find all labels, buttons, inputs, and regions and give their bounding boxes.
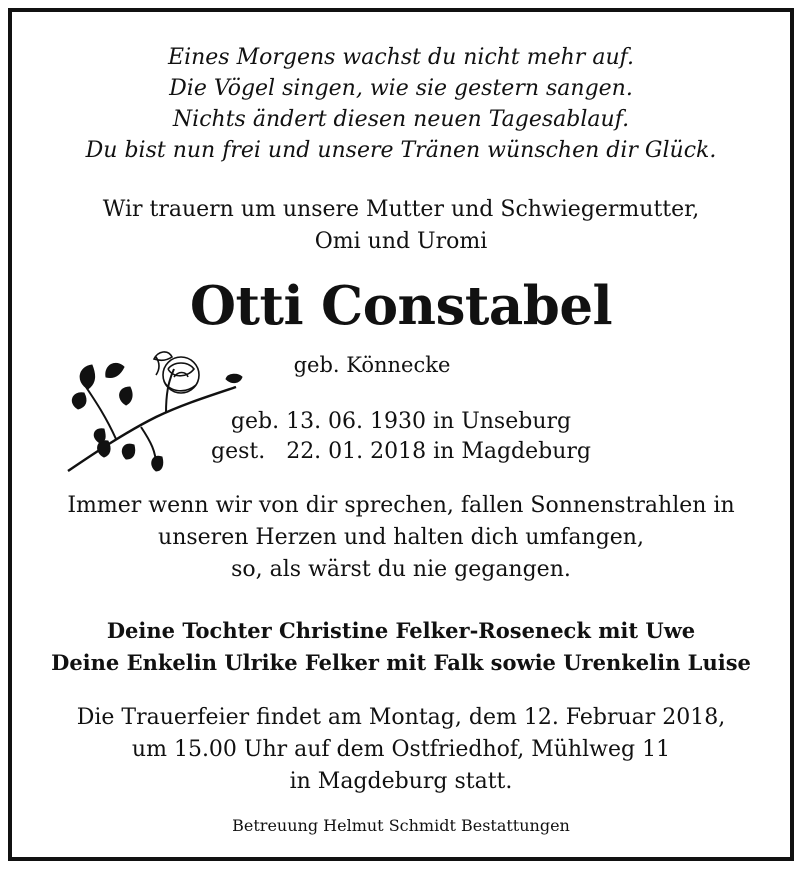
poem-line: Eines Morgens wachst du nicht mehr auf. (168, 45, 634, 70)
poem-line: Du bist nun frei und unsere Tränen wünschen dir Glück. (85, 138, 717, 163)
mourner-line: Deine Tochter Christine Felker-Roseneck mit Uwe (106, 618, 696, 643)
memorial-verse (12, 490, 790, 586)
mourners-list (12, 615, 790, 679)
obituary-frame (8, 8, 794, 861)
funeral-service-info (12, 702, 790, 798)
life-dates (12, 407, 790, 467)
mourning-intro (12, 194, 790, 258)
service-line: Die Trauerfeier findet am Montag, dem 12. Februar 2018, (76, 705, 726, 730)
birth-date: geb. 13. 06. 1930 in Unseburg (230, 409, 572, 434)
verse-line: so, als wärst du nie gegangen. (231, 557, 571, 582)
verse-line: Immer wenn wir von dir sprechen, fallen Sonnenstrahlen in (67, 493, 735, 518)
undertaker-credit: Betreuung Helmut Schmidt Bestattungen (232, 816, 570, 835)
mourner-line: Deine Enkelin Ulrike Felker mit Falk sowie Urenkelin Luise (51, 650, 751, 675)
poem-line: Die Vögel singen, wie sie gestern sangen. (169, 76, 633, 101)
service-line: in Magdeburg statt. (289, 769, 513, 794)
verse-line: unseren Herzen und halten dich umfangen, (158, 525, 644, 550)
poem-line: Nichts ändert diesen neuen Tagesablauf. (172, 107, 630, 132)
intro-line: Omi und Uromi (314, 229, 488, 254)
deceased-name: Otti Constabel (189, 275, 613, 337)
poem (12, 42, 790, 166)
birth-name: geb. Könnecke (293, 353, 451, 377)
service-line: um 15.00 Uhr auf dem Ostfriedhof, Mühlweg 11 (131, 737, 671, 762)
intro-line: Wir trauern um unsere Mutter und Schwiegermutter, (102, 197, 700, 222)
death-date: gest. 22. 01. 2018 in Magdeburg (210, 439, 592, 464)
